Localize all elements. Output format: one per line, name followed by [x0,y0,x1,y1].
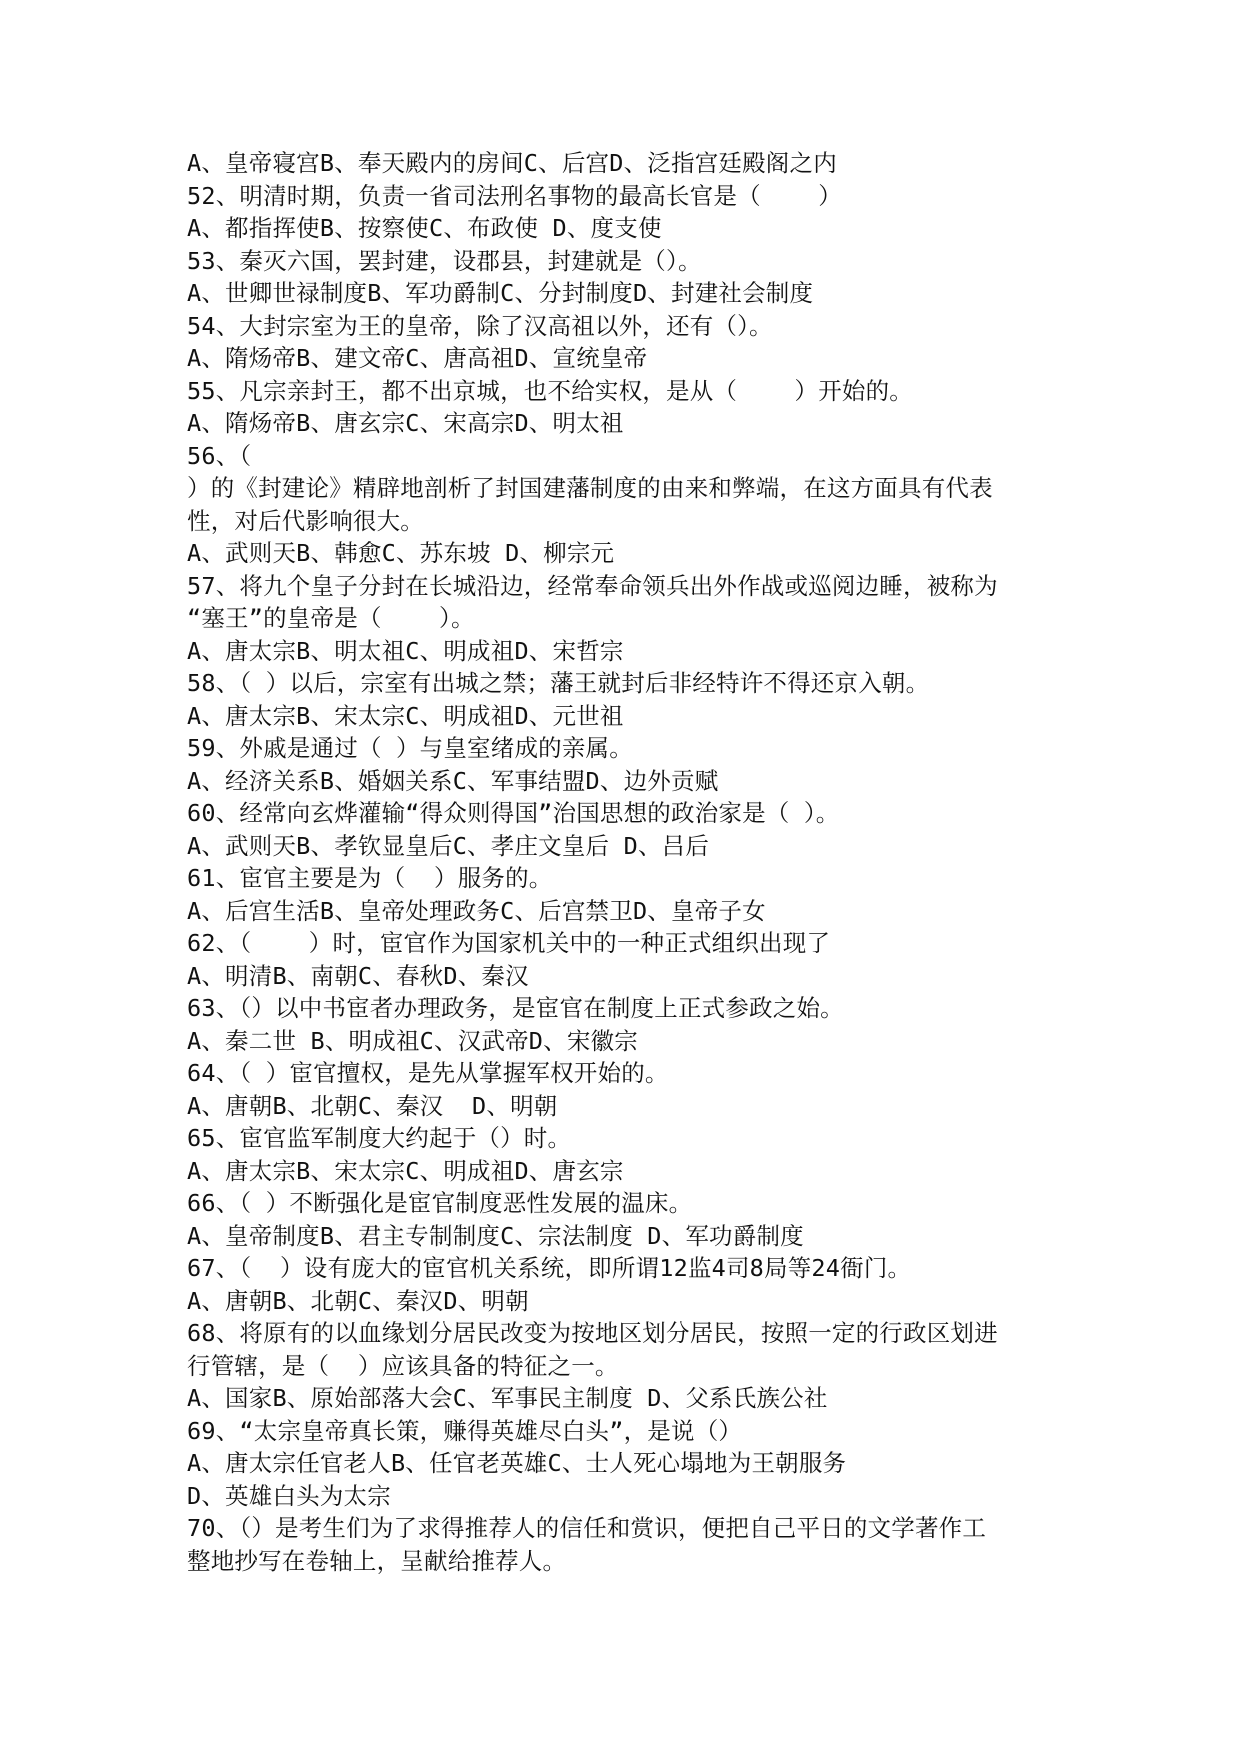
text-line: A、秦二世 B、明成祖C、汉武帝D、宋徽宗 [187,1026,638,1055]
text-line: A、武则天B、韩愈C、苏东坡 D、柳宗元 [187,539,615,567]
text-line: A、唐朝B、北朝C、秦汉 D、明朝 [187,1091,558,1120]
text-line: A、隋炀帝B、建文帝C、唐高祖D、宣统皇帝 [187,344,648,372]
text-line: A、唐太宗B、宋太宗C、明成祖D、元世祖 [187,701,624,730]
text-line: D、英雄白头为太宗 [187,1481,391,1510]
text-line: A、国家B、原始部落大会C、军事民主制度 D、父系氏族公社 [187,1384,828,1412]
text-line: A、明清B、南朝C、春秋D、秦汉 [187,961,529,990]
text-line: 整地抄写在卷轴上，呈献给推荐人。 [187,1546,567,1575]
text-line: 58、（ ）以后，宗室有出城之禁；藩王就封后非经特许不得还京入朝。 [187,669,930,697]
text-line: ）的《封建论》精辟地剖析了封国建藩制度的由来和弊端，在这方面具有代表 [187,474,993,502]
text-line: A、武则天B、孝钦显皇后C、孝庄文皇后 D、吕后 [187,831,710,860]
text-line: A、隋炀帝B、唐玄宗C、宋高宗D、明太祖 [187,409,624,437]
text-line: 55、凡宗亲封王，都不出京城，也不给实权，是从（ ）开始的。 [187,376,913,405]
text-line: 54、大封宗室为王的皇帝，除了汉高祖以外，还有（）。 [187,311,773,340]
text-line: 66、（ ）不断强化是宦官制度恶性发展的温床。 [187,1189,693,1217]
text-line: A、唐太宗任官老人B、任官老英雄C、士人死心塌地为王朝服务 [187,1449,847,1477]
text-line: A、皇帝制度B、君主专制制度C、宗法制度 D、军功爵制度 [187,1221,804,1250]
text-line: 69、“太宗皇帝真长策，赚得英雄尽白头”，是说（） [187,1416,743,1445]
text-line: A、后宫生活B、皇帝处理政务C、后宫禁卫D、皇帝子女 [187,896,766,925]
text-line: A、皇帝寝宫B、奉天殿内的房间C、后宫D、泛指宫廷殿阁之内 [187,149,837,177]
text-line: A、都指挥使B、按察使C、布政使 D、度支使 [187,214,662,242]
text-line: 62、（ ）时，宦官作为国家机关中的一种正式组织出现了 [187,929,831,957]
text-line: A、唐朝B、北朝C、秦汉D、明朝 [187,1286,529,1315]
text-line: A、世卿世禄制度B、军功爵制C、分封制度D、封建社会制度 [187,279,814,307]
text-line: 59、外戚是通过（ ）与皇室绪成的亲属。 [187,734,633,762]
text-line: A、唐太宗B、宋太宗C、明成祖D、唐玄宗 [187,1156,624,1185]
text-line: 52、明清时期，负责一省司法刑名事物的最高长官是（ ） [187,181,842,210]
text-line: 性，对后代影响很大。 [187,506,424,535]
text-line: A、经济关系B、婚姻关系C、军事结盟D、边外贡赋 [187,766,719,795]
text-line: 65、宦官监军制度大约起于（）时。 [187,1124,572,1152]
text-line: 61、宦官主要是为（ ）服务的。 [187,864,553,892]
text-line: 64、（ ）宦官擅权，是先从掌握军权开始的。 [187,1059,669,1087]
text-line: 68、将原有的以血缘划分居民改变为按地区划分居民，按照一定的行政区划进 [187,1319,998,1347]
text-line: “塞王”的皇帝是（ ）。 [187,604,475,632]
text-line: 行管辖，是（ ）应该具备的特征之一。 [187,1351,619,1380]
text-line: 60、经常向玄烨灌输“得众则得国”治国思想的政治家是（ ）。 [187,799,840,827]
document-page [187,147,1067,1577]
text-line: A、唐太宗B、明太祖C、明成祖D、宋哲宗 [187,636,624,665]
text-line: 56、（ [187,441,252,470]
text-line: 63、（）以中书宦者办理政务，是宦官在制度上正式参政之始。 [187,994,844,1022]
text-line: 53、秦灭六国，罢封建，设郡县，封建就是（）。 [187,246,702,275]
text-line: 57、将九个皇子分封在长城沿边，经常奉命领兵出外作战或巡阅边睡，被称为 [187,571,998,600]
text-line: 67、（ ）设有庞大的宦官机关系统，即所谓12监4司8局等24衙门。 [187,1254,912,1282]
text-line: 70、（）是考生们为了求得推荐人的信任和赏识，便把自己平日的文学著作工 [187,1514,987,1542]
